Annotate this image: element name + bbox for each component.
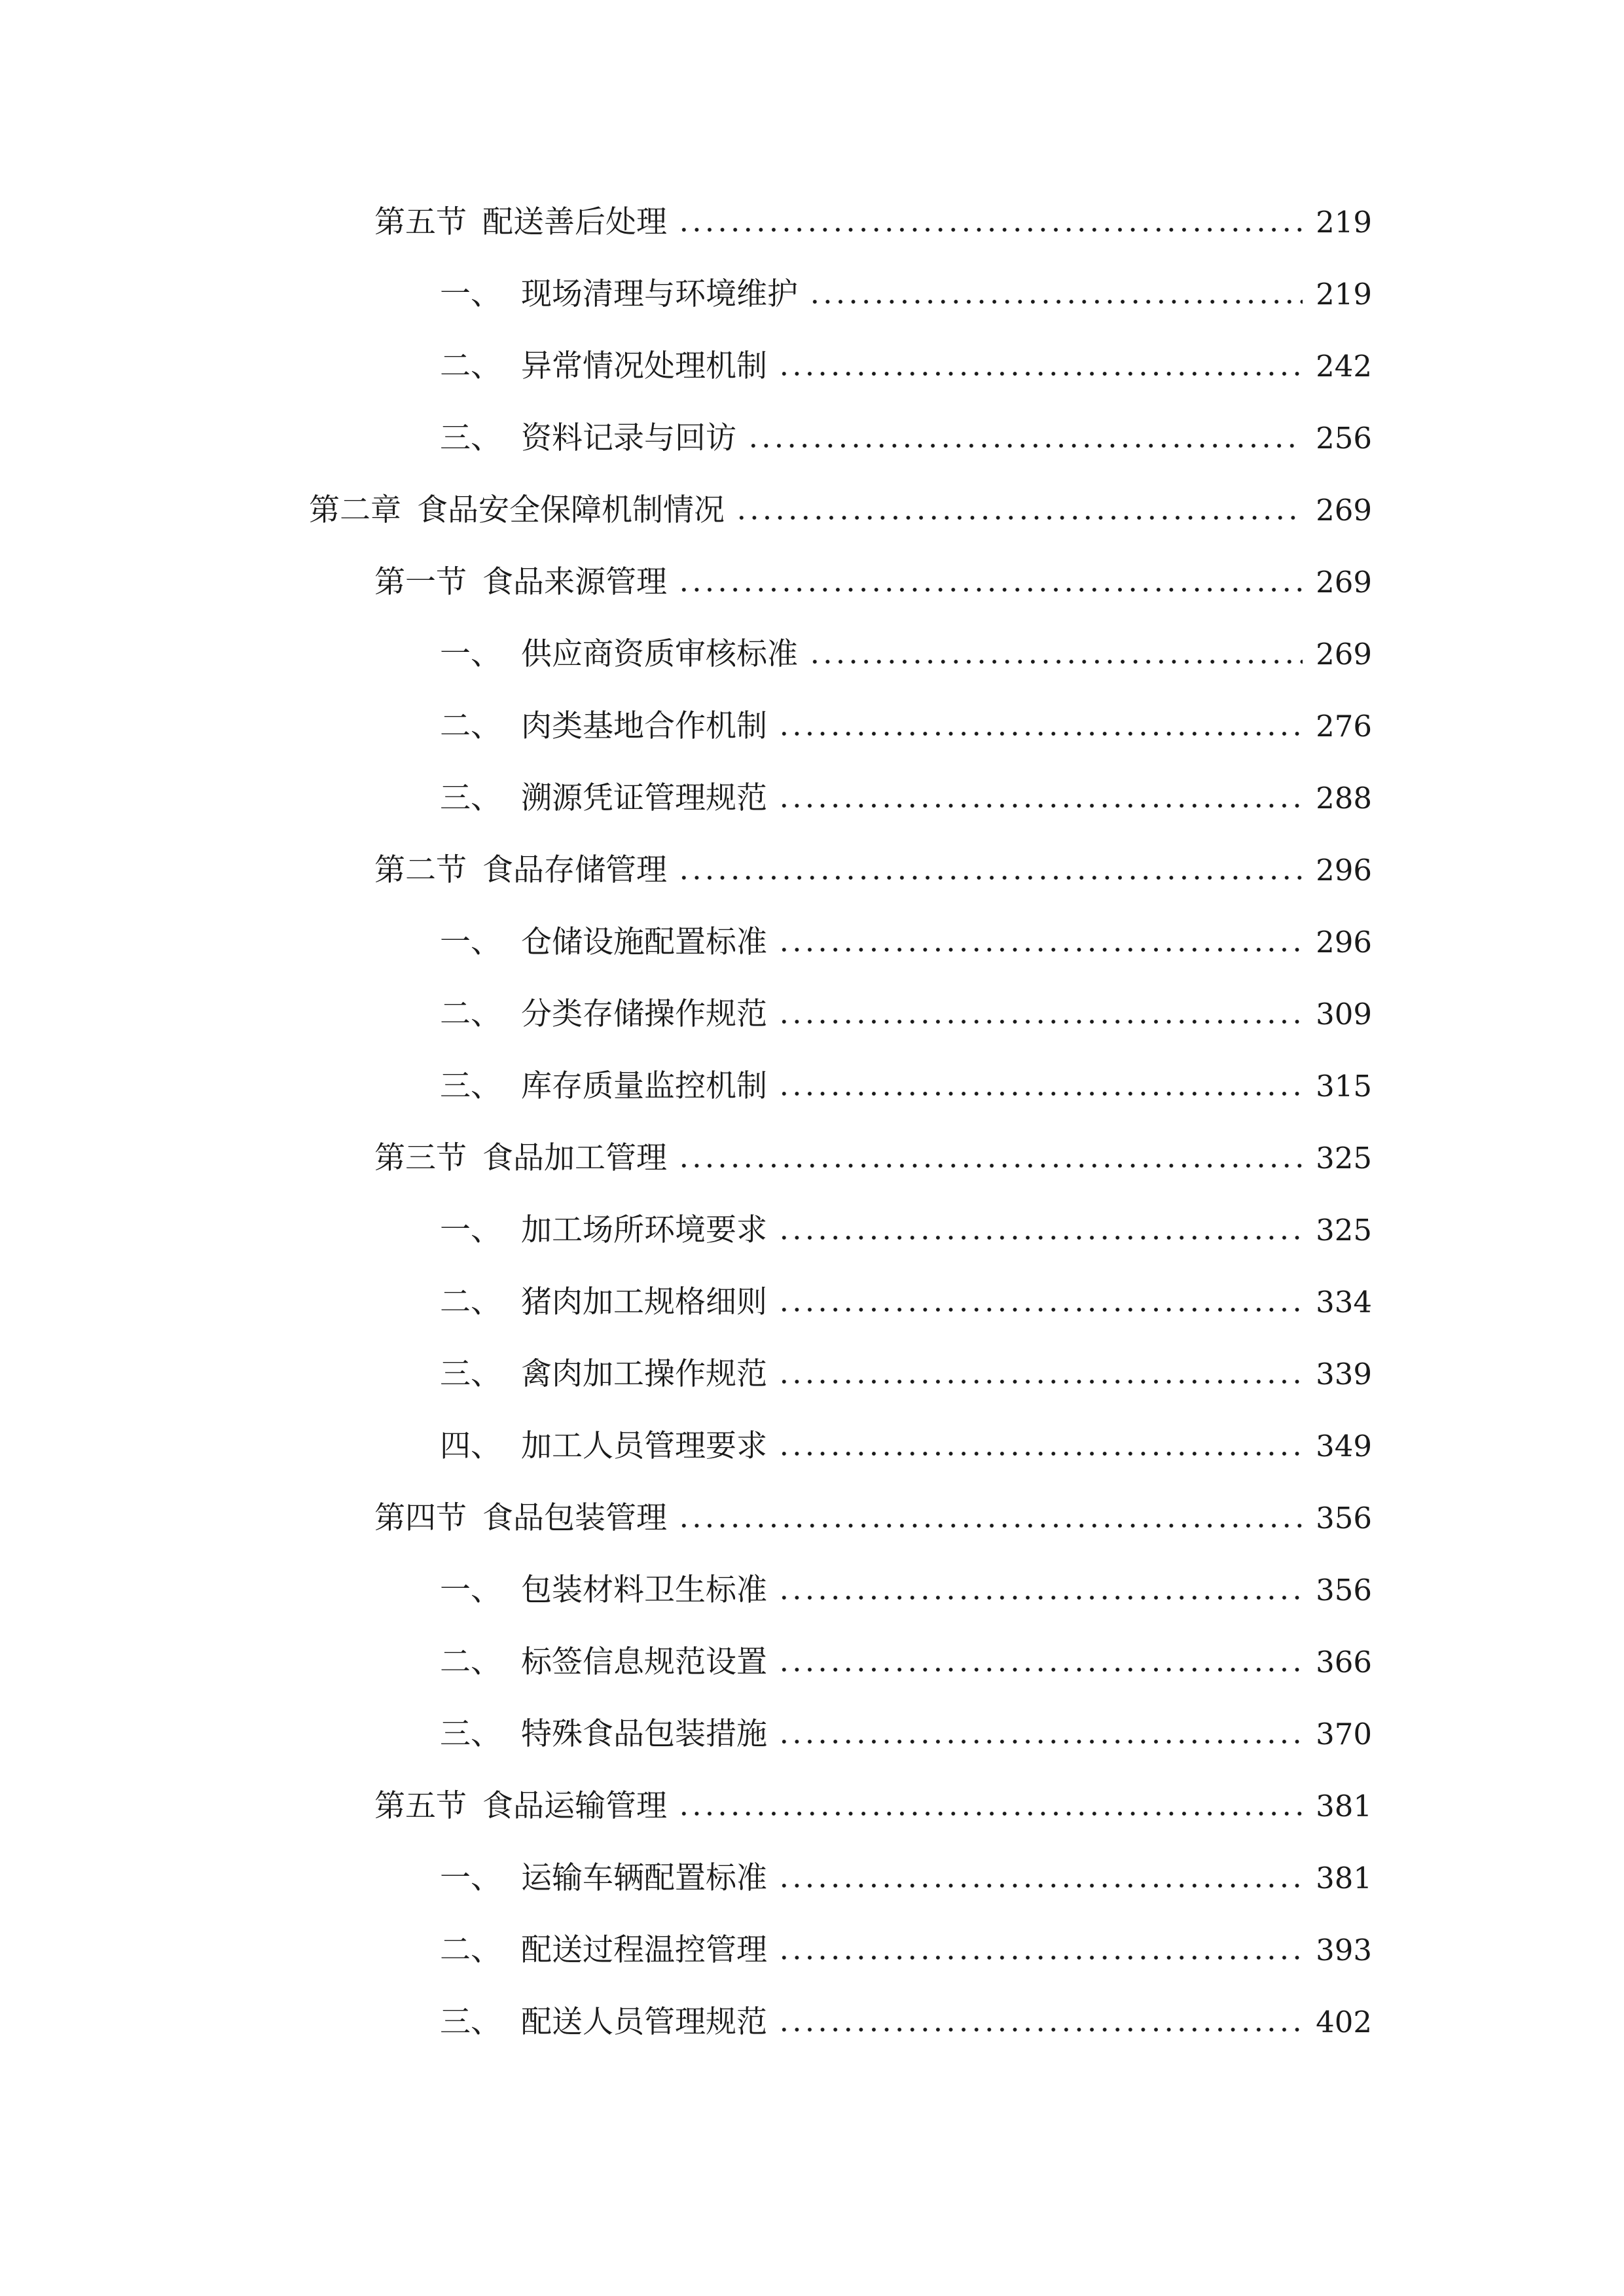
toc-entry-number: 三、 [440, 1716, 501, 1752]
toc-entry-page: 269 [1316, 565, 1372, 600]
toc-entry-item[interactable] [440, 1558, 1372, 1610]
toc-entry-page: 381 [1316, 1861, 1372, 1895]
toc-entry-number: 一、 [440, 276, 501, 312]
dot-leader [747, 442, 1303, 449]
toc-entry-title: 加工场所环境要求 [521, 1212, 767, 1248]
toc-entry-page: 242 [1316, 349, 1372, 384]
toc-entry-title: 食品来源管理 [482, 564, 667, 600]
toc-entry-number: 二、 [440, 348, 501, 384]
dot-leader [677, 1522, 1303, 1529]
toc-entry-page: 325 [1316, 1141, 1372, 1175]
toc-entry-page: 393 [1316, 1933, 1372, 1967]
toc-entry-page: 269 [1316, 637, 1372, 672]
toc-entry-title: 食品包装管理 [482, 1500, 667, 1536]
toc-entry-page: 370 [1316, 1717, 1372, 1751]
toc-entry-number: 第五节 [374, 204, 467, 240]
toc-entry-section[interactable] [374, 550, 1372, 602]
dot-leader [778, 1234, 1303, 1241]
toc-entry-page: 381 [1316, 1789, 1372, 1823]
toc-entry-number: 三、 [440, 1356, 501, 1392]
toc-entry-title: 禽肉加工操作规范 [521, 1356, 767, 1392]
toc-entry-title: 库存质量监控机制 [521, 1068, 767, 1104]
toc-entry-title: 异常情况处理机制 [521, 348, 767, 384]
toc-entry-page: 366 [1316, 1645, 1372, 1679]
toc-entry-section[interactable] [374, 1774, 1372, 1826]
toc-entry-page: 276 [1316, 709, 1372, 744]
toc-entry-number: 三、 [440, 780, 501, 816]
toc-entry-item[interactable] [440, 406, 1372, 458]
dot-leader [778, 1306, 1303, 1313]
toc-entry-title: 运输车辆配置标准 [521, 1860, 767, 1896]
toc-entry-number: 二、 [440, 1932, 501, 1968]
dot-leader [677, 586, 1303, 593]
toc-entry-title: 配送善后处理 [482, 204, 667, 240]
toc-entry-number: 三、 [440, 1068, 501, 1104]
toc-entry-page: 325 [1316, 1213, 1372, 1247]
dot-leader [808, 658, 1303, 665]
toc-entry-item[interactable] [440, 1918, 1372, 1970]
toc-entry-number: 三、 [440, 2004, 501, 2040]
dot-leader [778, 1450, 1303, 1457]
dot-leader [778, 2026, 1303, 2033]
toc-entry-number: 二、 [440, 996, 501, 1032]
dot-leader [677, 226, 1303, 233]
toc-entry-page: 296 [1316, 925, 1372, 960]
dot-leader [778, 1954, 1303, 1961]
toc-entry-number: 第二节 [374, 852, 467, 888]
toc-entry-item[interactable] [440, 910, 1372, 962]
toc-entry-chapter[interactable] [309, 478, 1372, 530]
toc-entry-number: 三、 [440, 420, 501, 456]
toc-entry-item[interactable] [440, 766, 1372, 818]
toc-entry-number: 二、 [440, 1644, 501, 1680]
toc-entry-title: 食品运输管理 [482, 1788, 667, 1824]
toc-entry-page: 296 [1316, 853, 1372, 888]
toc-entry-title: 特殊食品包装措施 [521, 1716, 767, 1752]
toc-entry-section[interactable] [374, 1486, 1372, 1538]
toc-entry-item[interactable] [440, 694, 1372, 746]
dot-leader [778, 1090, 1303, 1097]
toc-entry-number: 一、 [440, 636, 501, 672]
toc-entry-title: 供应商资质审核标准 [521, 636, 798, 672]
dot-leader [808, 298, 1303, 305]
toc-entry-title: 猪肉加工规格细则 [521, 1284, 767, 1320]
toc-entry-title: 资料记录与回访 [521, 420, 736, 456]
toc-entry-number: 一、 [440, 1572, 501, 1608]
toc-entry-item[interactable] [440, 1054, 1372, 1106]
toc-entry-number: 一、 [440, 1860, 501, 1896]
toc-entry-number: 第四节 [374, 1500, 467, 1536]
toc-entry-number: 一、 [440, 1212, 501, 1248]
toc-entry-page: 219 [1316, 205, 1372, 240]
toc-entry-page: 219 [1316, 277, 1372, 312]
toc-entry-title: 肉类基地合作机制 [521, 708, 767, 744]
toc-entry-item[interactable] [440, 1630, 1372, 1682]
toc-entry-title: 包装材料卫生标准 [521, 1572, 767, 1608]
toc-entry-page: 339 [1316, 1357, 1372, 1391]
toc-entry-number: 二、 [440, 1284, 501, 1320]
toc-entry-title: 标签信息规范设置 [521, 1644, 767, 1680]
toc-entry-number: 第三节 [374, 1140, 467, 1176]
dot-leader [778, 1666, 1303, 1673]
dot-leader [778, 370, 1303, 377]
toc-entry-item[interactable] [440, 1702, 1372, 1754]
dot-leader [778, 802, 1303, 809]
toc-entry-title: 分类存储操作规范 [521, 996, 767, 1032]
toc-entry-item[interactable] [440, 262, 1372, 314]
toc-entry-page: 269 [1316, 493, 1372, 528]
toc-entry-page: 256 [1316, 421, 1372, 456]
toc-entry-page: 309 [1316, 997, 1372, 1031]
toc-entry-item[interactable] [440, 1198, 1372, 1250]
toc-entry-number: 四、 [440, 1428, 501, 1464]
toc-entry-item[interactable] [440, 1846, 1372, 1898]
dot-leader [677, 874, 1303, 881]
dot-leader [778, 1594, 1303, 1601]
toc-entry-page: 288 [1316, 781, 1372, 816]
toc-entry-number: 第五节 [374, 1788, 467, 1824]
toc-entry-page: 356 [1316, 1501, 1372, 1535]
toc-entry-item[interactable] [440, 1414, 1372, 1466]
toc-entry-section[interactable] [374, 1126, 1372, 1178]
toc-entry-number: 一、 [440, 924, 501, 960]
toc-entry-page: 402 [1316, 2005, 1372, 2039]
toc-entry-item[interactable] [440, 1342, 1372, 1394]
dot-leader [677, 1810, 1303, 1817]
toc-entry-number: 二、 [440, 708, 501, 744]
dot-leader [778, 946, 1303, 953]
toc-entry-page: 356 [1316, 1573, 1372, 1607]
toc-entry-title: 食品安全保障机制情况 [417, 492, 725, 528]
toc-entry-title: 配送过程温控管理 [521, 1932, 767, 1968]
dot-leader [778, 730, 1303, 737]
toc-entry-title: 配送人员管理规范 [521, 2004, 767, 2040]
toc-entry-title: 食品存储管理 [482, 852, 667, 888]
toc-entry-page: 349 [1316, 1429, 1372, 1463]
toc-entry-item[interactable] [440, 622, 1372, 674]
toc-entry-number: 第二章 [309, 492, 401, 528]
toc-entry-page: 334 [1316, 1285, 1372, 1319]
dot-leader [778, 1738, 1303, 1745]
toc-entry-item[interactable] [440, 1270, 1372, 1322]
dot-leader [778, 1018, 1303, 1025]
toc-entry-section[interactable] [374, 190, 1372, 242]
toc-entry-item[interactable] [440, 1990, 1372, 2042]
toc-entry-title: 现场清理与环境维护 [521, 276, 798, 312]
dot-leader [677, 1162, 1303, 1169]
toc-entry-title: 加工人员管理要求 [521, 1428, 767, 1464]
dot-leader [778, 1882, 1303, 1889]
toc-entry-page: 315 [1316, 1069, 1372, 1103]
toc-entry-title: 仓储设施配置标准 [521, 924, 767, 960]
toc-entry-item[interactable] [440, 334, 1372, 386]
toc-entry-title: 溯源凭证管理规范 [521, 780, 767, 816]
dot-leader [778, 1378, 1303, 1385]
dot-leader [735, 514, 1303, 521]
toc-entry-number: 第一节 [374, 564, 467, 600]
toc-entry-item[interactable] [440, 982, 1372, 1034]
toc-entry-title: 食品加工管理 [482, 1140, 667, 1176]
toc-entry-section[interactable] [374, 838, 1372, 890]
